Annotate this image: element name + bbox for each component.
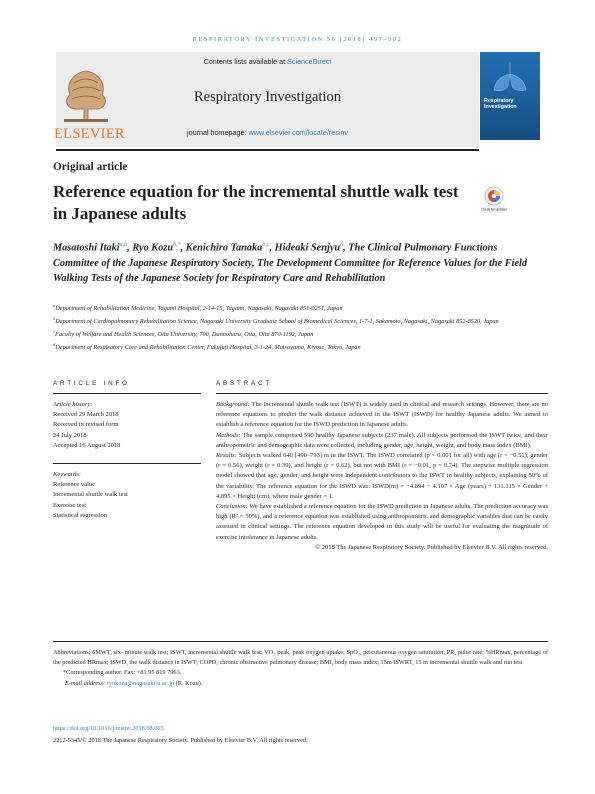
history-item: Received 29 March 2018: [53, 411, 119, 419]
abstract-background: Background: The incremental shuttle walk test (ISWT) is widely used in clinical and research settings. However, there are no reference equations to predict the walk distance achieved in the ISWT (ISWD) for healthy Japanese adults. We aimed to establish a reference equation for the ISWD prediction in Japanese adults.: [216, 401, 548, 429]
footnotes: [53, 648, 548, 689]
author-affiliation-marker[interactable]: b,*: [173, 242, 181, 248]
affiliation-item: $^b$Department of Cardiopulmonary Rehabilitation Science, Nagasaki University Graduate School of Biomedical Sciences, 1-7-1, Sakamoto, Nagasaki, Nagasaki 852-8520, Japan: [53, 316, 499, 326]
corresponding-author: *Corresponding author. Fax: +81 95 819 7963.: [63, 669, 182, 677]
check-for-updates-icon[interactable]: [481, 185, 507, 215]
header-divider: [56, 149, 479, 151]
sciencedirect-link[interactable]: ScienceDirect: [287, 57, 332, 66]
elsevier-tree-logo-icon: [58, 63, 114, 125]
history-label: Article history:: [53, 401, 93, 408]
history-item: 24 July 2018: [53, 431, 87, 439]
keywords-label: Keywords:: [53, 471, 81, 479]
author-name[interactable]: Ryo Kozu: [132, 242, 174, 254]
author-affiliation-marker[interactable]: d: [340, 242, 344, 248]
journal-title: Respiratory Investigation: [194, 89, 341, 105]
author-affiliation-marker[interactable]: b,c: [262, 242, 270, 248]
keyword-item: Reference value: [53, 481, 96, 489]
affiliations: [53, 301, 543, 353]
cover-title: Respiratory Investigation: [484, 98, 517, 111]
article-title: Reference equation for the incremental shuttle walk test in Japanese adults: [53, 182, 459, 223]
elsevier-logo-text: ELSEVIER: [54, 126, 125, 142]
homepage-prefix: journal homepage:: [186, 128, 249, 137]
article-info-panel: [53, 400, 201, 521]
info-rule: [53, 393, 201, 394]
article-info-heading: ARTICLE INFO: [53, 380, 130, 387]
abstract-methods: Methods: The sample comprised 590 healthy Japanese subjects (237 male). All subjects performed the ISWT twice, and their anthropometric and demographic data were collected, including gender, age, height, weight, and body mass index (BMI).: [216, 431, 548, 449]
journal-homepage-link[interactable]: www.elsevier.com/locate/resinv: [248, 128, 348, 137]
abstract-results: Results: Subjects walked 640 [490–793] m in the ISWT. The ISWD correlated (p < 0.001 for all) with age (r = −0.51), gender (r = 0.56), weight (r = 0.39), and height (r = 0.62), but not with BMI (r = −0.01, p = 0.74). The stepwise multiple regression model showed that age, gender, and height were independent contributors to the ISWT in healthy subjects, explaining 50% of the variability. The reference equation for the ISWD was: ISWD(m) = −4.894 − 4.107 × Age (years) + 131.115 × Gender + 4.895 × Height (cm), where male gender = 1.: [216, 452, 548, 500]
affiliation-item: $^c$Faculty of Welfare and Health Sciences, Oita University, 700, Dannoharu, Oita, Oita 870-1192, Japan: [53, 329, 314, 339]
contents-prefix: Contents lists available at: [203, 57, 288, 66]
email-line: E-mail address: ryokozu@nagasaki-u.ac.jp (R. Kozu).: [65, 679, 203, 687]
doi-link[interactable]: https://doi.org/10.1016/j.resinv.2018.08.005: [53, 725, 164, 732]
email-link[interactable]: ryokozu@nagasaki-u.ac.jp: [106, 679, 175, 687]
journal-citation-line: RESPIRATORY INVESTIGATION 56 (2018) 497–502: [192, 36, 403, 43]
check-for-updates-label: Check for updates: [481, 207, 507, 212]
abstract-rule: [216, 393, 548, 394]
history-item: Accepted 16 August 2018: [53, 441, 121, 449]
author-name[interactable]: Hideaki Senjyu: [274, 242, 341, 254]
keyword-item: Statistical regression: [53, 511, 107, 519]
author-list: Masatoshi Itaki$^{a,b}$, Ryo Kozu$^{b,*}$, Kenichiro Tanaka$^{b,c}$, Hideaki Senjyu$^d$, The Clinical Pulmonary Functions Committee of the Japanese Respiratory Society, The Development Committee for Reference Values for the Field Walking Tests of the Japanese Society for Respiratory Care and Rehabilitation: [53, 242, 528, 285]
author-name[interactable]: Masatoshi Itaki: [53, 242, 120, 254]
footer-rule: [53, 641, 548, 642]
abstract-copyright: © 2018 The Japanese Respiratory Society. Published by Elsevier B.V. All rights reserved.: [315, 543, 548, 551]
author-name[interactable]: Kenichiro Tanaka: [185, 242, 263, 254]
article-type: Original article: [53, 161, 128, 173]
affiliation-item: $^d$Department of Respiratory Care and Rehabilitation Center, Fukujuji Hospital, 3-1-24, Matsuyama, Kiyose, Tokyo, Japan: [53, 342, 361, 352]
keyword-item: Incremental shuttle walk test: [53, 491, 128, 499]
committee-names: The Clinical Pulmonary Functions Committee of the Japanese Respiratory Society, The Development Committee for Reference Values for the Field Walking Tests of the Japanese Society for Respiratory Care and Rehabilitation: [53, 242, 528, 285]
keyword-item: Exercise test: [53, 501, 87, 509]
abstract-heading: ABSTRACT: [216, 380, 272, 387]
affiliation-item: $^a$Department of Rehabilitation Medicine, Tagami Hospital, 2-14-15, Tagami, Nagasaki, Nagasaki 851-0251, Japan: [53, 303, 343, 313]
abbreviations: Abbreviations: 6MWT, six- minute walk test; ISWT, incremental shuttle walk test; VO₂ peak, peak oxygen uptake; SpO₂, percutaneous oxygen saturation; PR, pulse rate; %HRmax, percentage of the predicted HRmax; ISWD, the walk distance in ISWT; COPD, chronic obstructive pulmonary disease; BMI, body mass index; 15m ISWRT, 15 m incremental shuttle walk and run test: [53, 649, 548, 667]
abstract-conclusion: Conclusion: We have established a reference equation for the ISWD prediction in Japanese adults. The prediction accuracy was high (R² = 50%), and a reference equation was established using anthropometric and demographic variables that can be easily assessed in clinical settings. The reference equation developed in this study will be useful for evaluating the magnitude of exercise intolerance in Japanese adults.: [216, 503, 548, 541]
abstract-body: [216, 400, 548, 553]
history-item: Received in revised form: [53, 421, 119, 429]
contents-line: [56, 57, 479, 66]
info-divider: [53, 463, 201, 464]
author-affiliation-marker[interactable]: a,b: [119, 242, 128, 248]
lungs-illustration-icon: [488, 60, 532, 94]
issn-copyright: 2212-5345/© 2018 The Japanese Respiratory Society. Published by Elsevier B.V. All rights reserved.: [53, 737, 308, 744]
